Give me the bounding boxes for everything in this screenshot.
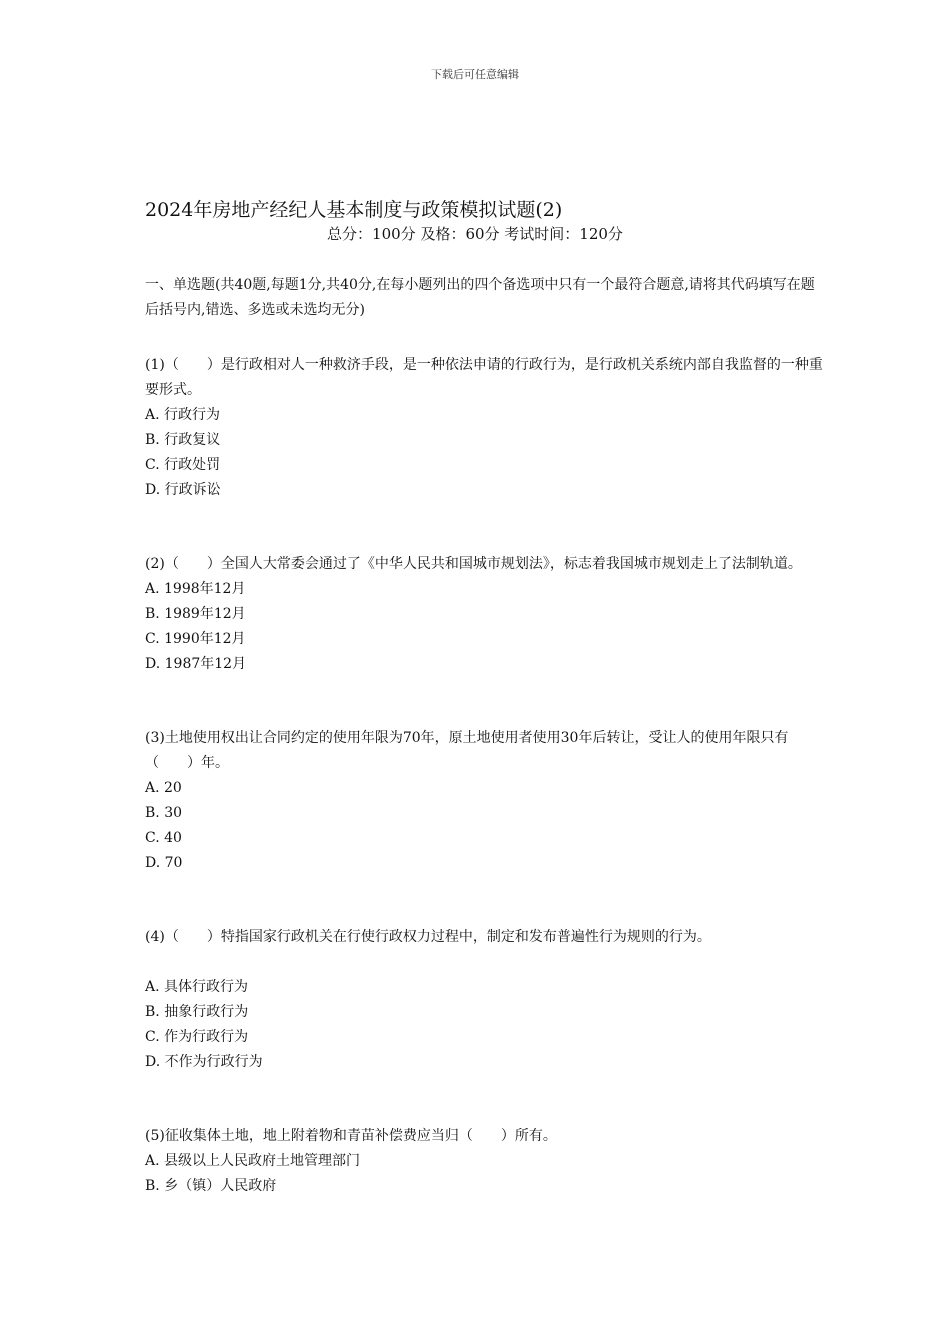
option-b: B. 抽象行政行为 [145,1004,249,1020]
option-d: D. 行政诉讼 [145,482,221,498]
document-title: 2024年房地产经纪人基本制度与政策模拟试题(2) [145,199,563,221]
option-a: A. 县级以上人民政府土地管理部门 [145,1153,361,1169]
option-a: A. 行政行为 [145,407,221,423]
option-a: A. 1998年12月 [145,581,246,597]
question-stem: (1)（ ）是行政相对人一种救济手段，是一种依法申请的行政行为，是行政机关系统内部自我监督的一种重要形式。 [145,357,823,398]
header-note: 下载后可任意编辑 [431,68,519,81]
option-b: B. 行政复议 [145,432,221,448]
question-4 [145,925,825,1075]
question-3 [145,726,825,876]
question-stem: (4)（ ）特指国家行政机关在行使行政权力过程中，制定和发布普遍性行为规则的行为。 [145,929,711,945]
option-c: C. 作为行政行为 [145,1029,249,1045]
option-d: D. 70 [145,855,183,871]
option-a: A. 具体行政行为 [145,979,249,995]
section-intro: 一、单选题(共40题,每题1分,共40分,在每小题列出的四个备选项中只有一个最符合题意,请将其代码填写在题后括号内,错选、多选或未选均无分) [145,277,815,318]
question-2 [145,552,825,677]
question-5 [145,1124,825,1199]
document-body [145,197,825,1199]
option-c: C. 行政处罚 [145,457,221,473]
option-a: A. 20 [145,780,182,796]
option-d: D. 1987年12月 [145,656,247,672]
question-stem: (3)土地使用权出让合同约定的使用年限为70年，原土地使用者使用30年后转让，受让人的使用年限只有（ ）年。 [145,730,789,771]
option-d: D. 不作为行政行为 [145,1054,263,1070]
option-c: C. 1990年12月 [145,631,246,647]
option-b: B. 1989年12月 [145,606,246,622]
option-b: B. 乡（镇）人民政府 [145,1178,277,1194]
question-stem: (2)（ ）全国人大常委会通过了《中华人民共和国城市规划法》，标志着我国城市规划走上了法制轨道。 [145,556,802,572]
option-b: B. 30 [145,805,183,821]
option-c: C. 40 [145,830,182,846]
score-line: 总分：100分 及格：60分 考试时间：120分 [327,225,623,243]
question-1 [145,353,825,503]
question-stem: (5)征收集体土地，地上附着物和青苗补偿费应当归（ ）所有。 [145,1128,557,1144]
